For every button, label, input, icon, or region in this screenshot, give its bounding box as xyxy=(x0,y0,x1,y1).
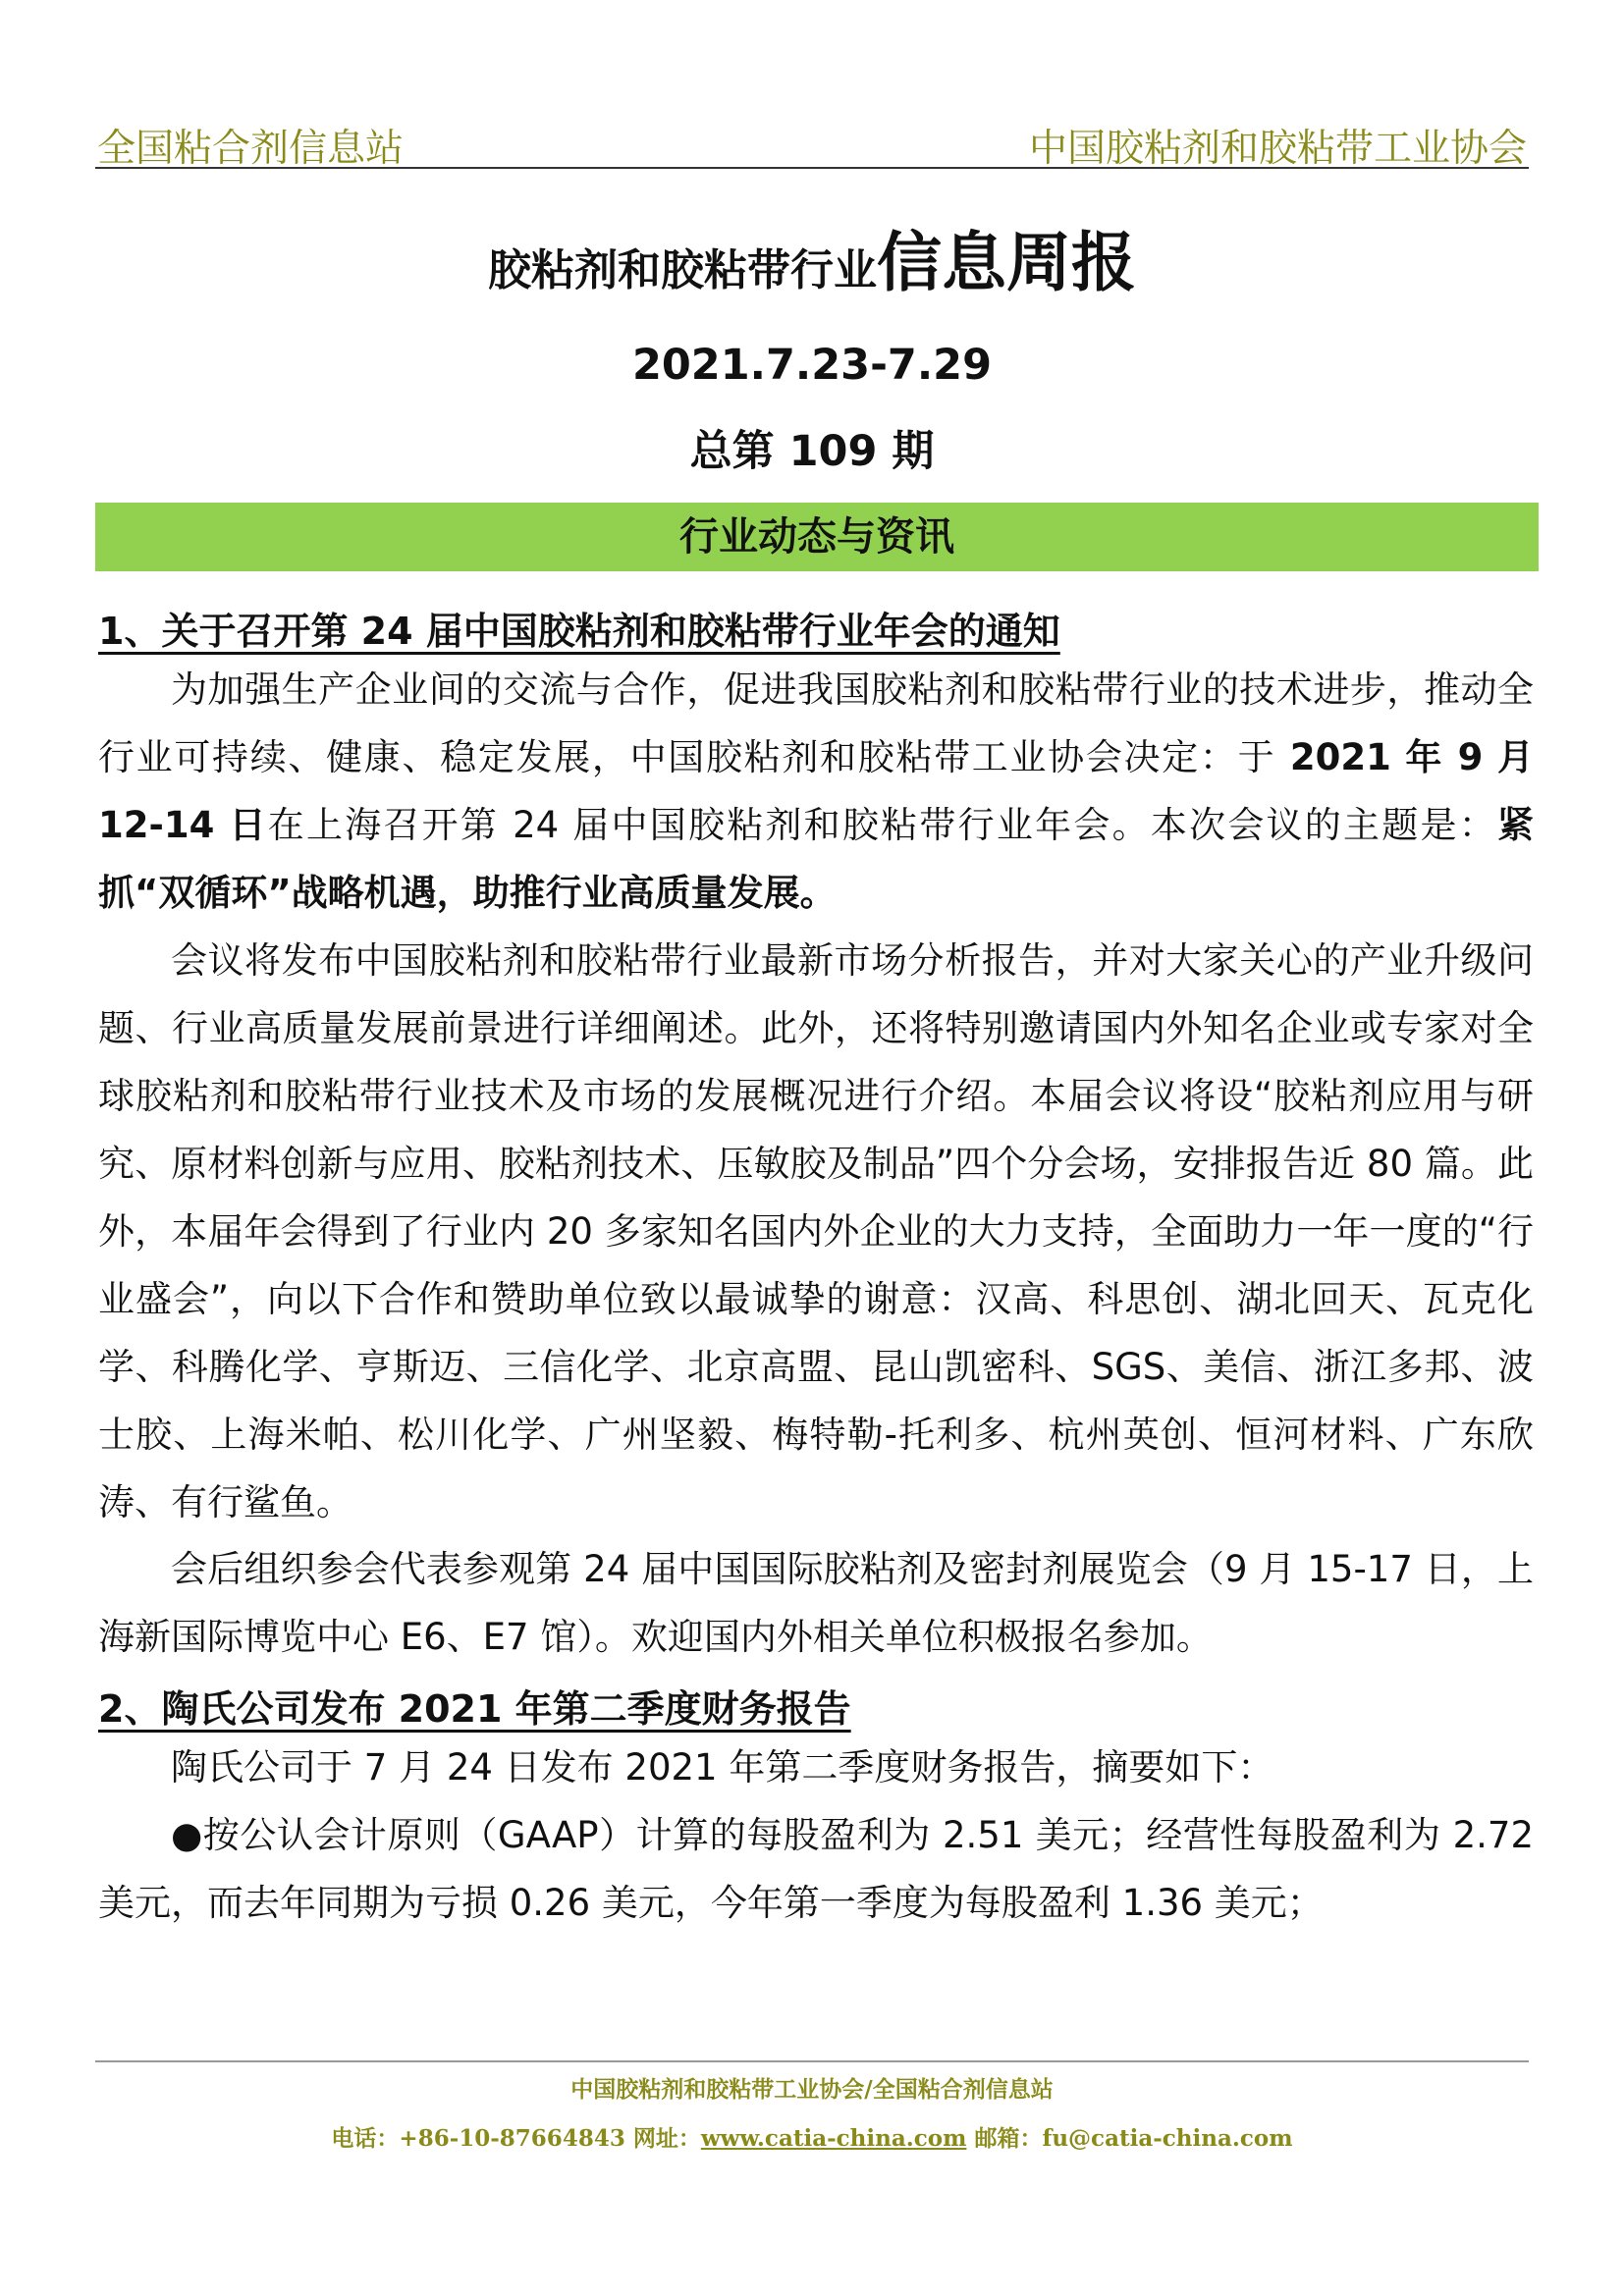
footer-email: 邮箱：fu@catia-china.com xyxy=(966,2125,1293,2152)
footer-divider xyxy=(95,2060,1529,2062)
section2-title: 2、陶氏公司发布 2021 年第二季度财务报告 xyxy=(98,1687,851,1731)
section1-p1-text-a: 为加强生产企业间的交流与合作，促进我国胶粘剂和胶粘带行业的技术进步，推动全行业可持续、健康、稳定发展，中国胶粘剂和胶粘带工业协会决定：于 xyxy=(98,668,1534,778)
section2-paragraph-2: ●按公认会计原则（GAAP）计算的每股盈利为 2.51 美元；经营性每股盈利为 2.72 美元，而去年同期为亏损 0.26 美元，今年第一季度为每股盈利 1.36 美元； xyxy=(98,1814,1534,1924)
footer-website-link[interactable]: www.catia-china.com xyxy=(700,2125,967,2152)
footer-phone: 电话：+86-10-87664843 网址： xyxy=(331,2125,701,2152)
section1-title: 1、关于召开第 24 届中国胶粘剂和胶粘带行业年会的通知 xyxy=(98,610,1060,653)
section1-paragraph-3: 会后组织参会代表参观第 24 届中国国际胶粘剂及密封剂展览会（9 月 15-17 日，上海新国际博览中心 E6、E7 馆）。欢迎国内外相关单位积极报名参加。 xyxy=(98,1548,1534,1658)
section1-p1-date: 2021 年 9 月 12-14 日 xyxy=(98,736,1534,846)
section2-paragraph-1: 陶氏公司于 7 月 24 日发布 2021 年第二季度财务报告，摘要如下： xyxy=(171,1746,1274,1789)
title-big: 信息周报 xyxy=(877,225,1136,300)
date-range: 2021.7.23-7.29 xyxy=(631,341,993,390)
header-left-text: 全国粘合剂信息站 xyxy=(97,127,405,171)
footer-contact xyxy=(0,2120,1624,2153)
title-small: 胶粘剂和胶粘带行业 xyxy=(488,245,877,295)
section1-paragraph-2: 会议将发布中国胶粘剂和胶粘带行业最新市场分析报告，并对大家关心的产业升级问题、行业高质量发展前景进行详细阐述。此外，还将特别邀请国内外知名企业或专家对全球胶粘剂和胶粘带行业技术及市场的发展概况进行介绍。本届会议将设“胶粘剂应用与研究、原材料创新与应用、胶粘剂技术、压敏胶及制品”四个分会场，安排报告近 80 篇。此外，本届年会得到了行业内 20 多家知名国内外企业的大力支持，全面助力一年一度的“行业盛会”，向以下合作和赞助单位致以最诚挚的谢意：汉高、科思创、湖北回天、瓦克化学、科腾化学、亨斯迈、三信化学、北京高盟、昆山凯密科、SGS、美信、浙江多邦、波士胶、上海米帕、松川化学、广州坚毅、梅特勒-托利多、杭州英创、恒河材料、广东欣涛、有行鲨鱼。 xyxy=(98,939,1534,1523)
section1-paragraph-1 xyxy=(98,656,1534,927)
document-title xyxy=(0,210,1624,303)
section-banner: 行业动态与资讯 xyxy=(95,503,1539,571)
page-header xyxy=(95,114,1529,169)
issue-number: 总第 109 期 xyxy=(689,427,935,476)
footer-organization: 中国胶粘剂和胶粘带工业协会/全国粘合剂信息站 xyxy=(570,2076,1054,2103)
section1-p1-theme: 紧抓“双循环”战略机遇，助推行业高质量发展。 xyxy=(98,804,1534,914)
section1-p1-text-c: 在上海召开第 24 届中国胶粘剂和胶粘带行业年会。本次会议的主题是： xyxy=(267,804,1497,846)
header-right-text: 中国胶粘剂和胶粘带工业协会 xyxy=(1028,127,1527,171)
